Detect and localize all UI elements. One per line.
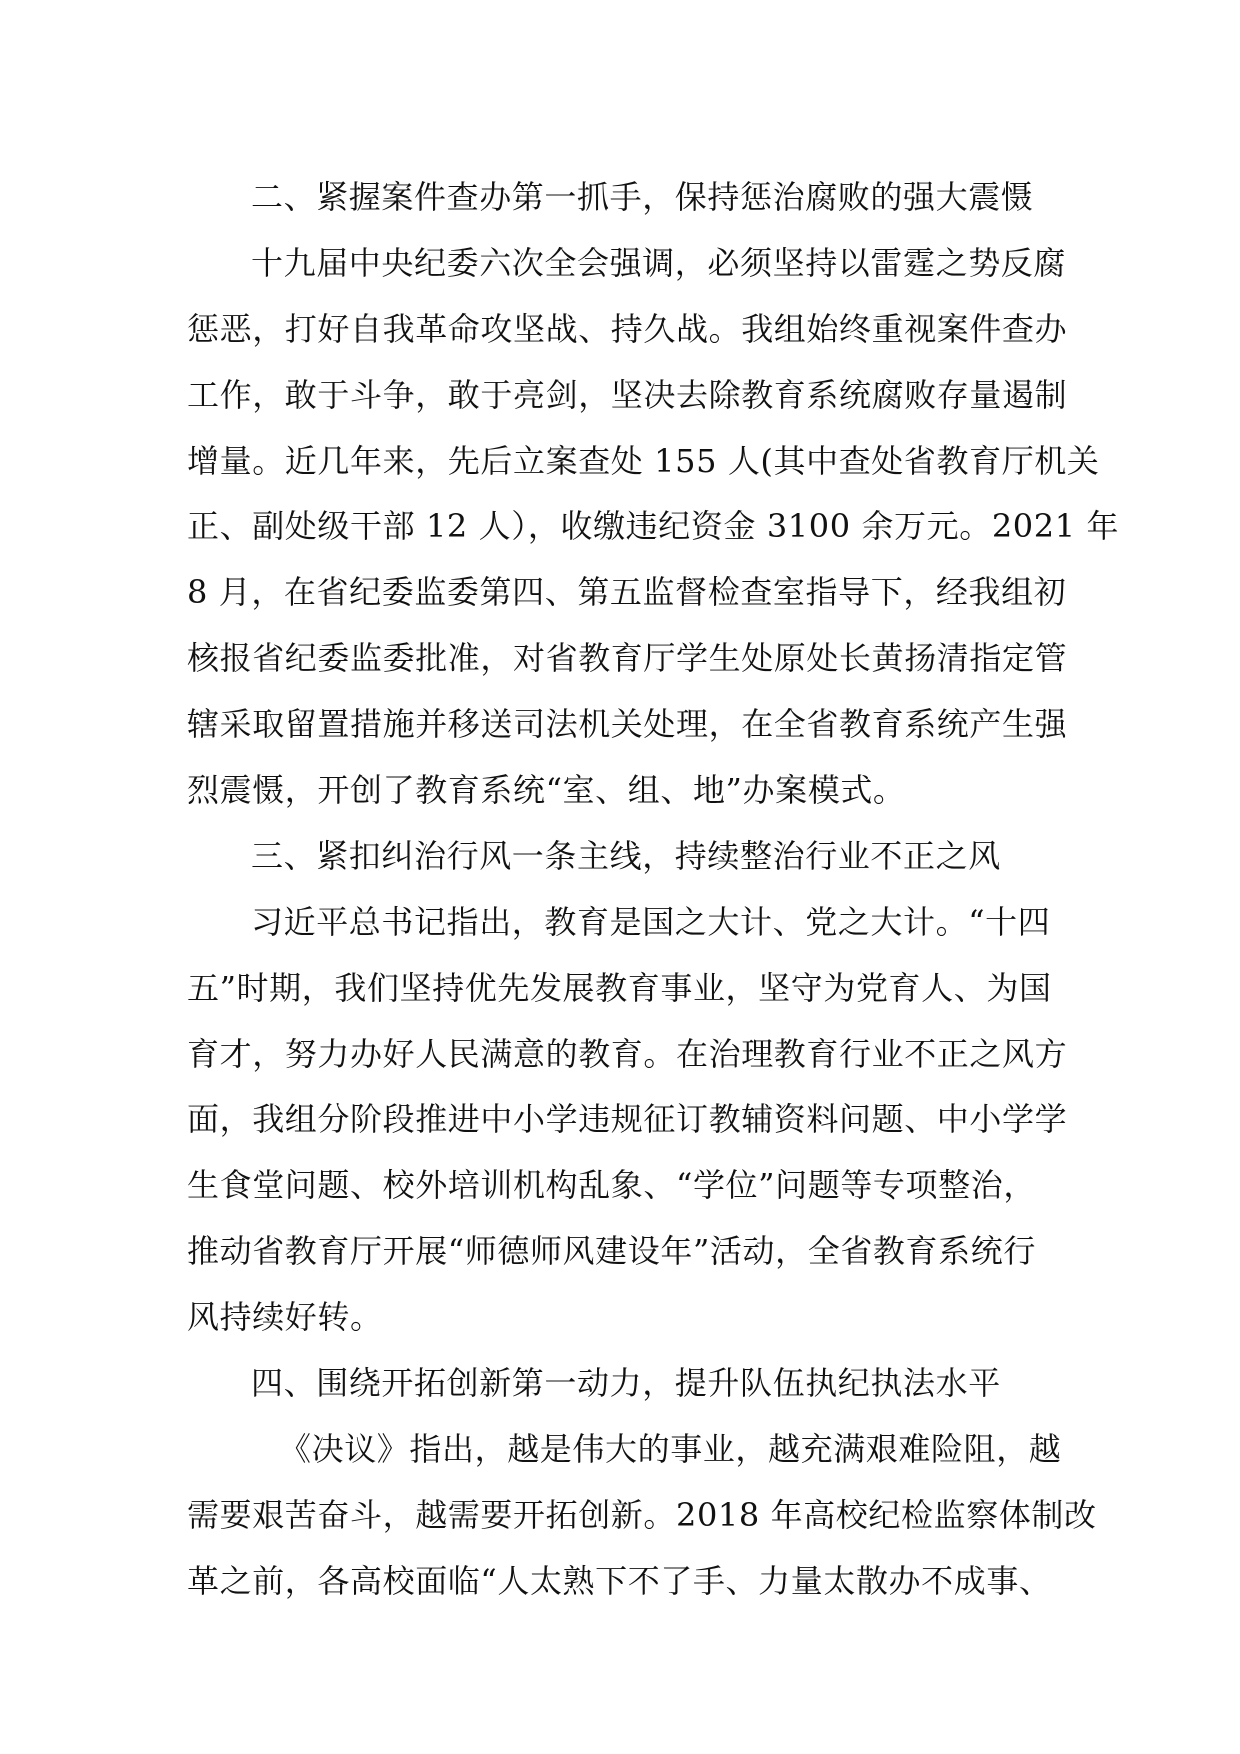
paragraph-line: 惩恶，打好自我革命攻坚战、持久战。我组始终重视案件查办: [187, 309, 1068, 348]
section-heading-2: 二、紧握案件查办第一抓手，保持惩治腐败的强大震慑: [251, 178, 1034, 216]
paragraph-line: 面，我组分阶段推进中小学违规征订教辅资料问题、中小学学: [187, 1100, 1068, 1139]
paragraph-line: 十九届中央纪委六次全会强调，必须坚持以雷霆之势反腐: [251, 243, 1067, 282]
paragraph-line: 育才，努力办好人民满意的教育。在治理教育行业不正之风方: [187, 1034, 1068, 1073]
paragraph-line: 增量。近几年来，先后立案查处 155 人(其中查处省教育厅机关: [187, 441, 1100, 480]
paragraph-line: 烈震慑，开创了教育系统“室、组、地”办案模式。: [187, 771, 906, 810]
paragraph-line: 核报省纪委监委批准，对省教育厅学生处原处长黄扬清指定管: [187, 639, 1068, 678]
paragraph-line: 推动省教育厅开展“师德师风建设年”活动，全省教育系统行: [187, 1232, 1036, 1271]
paragraph-line: 8 月，在省纪委监委第四、第五监督检查室指导下，经我组初: [187, 573, 1067, 612]
paragraph-line: 辖采取留置措施并移送司法机关处理，在全省教育系统产生强: [187, 705, 1068, 744]
paragraph-line: 五”时期，我们坚持优先发展教育事业，坚守为党育人、为国: [187, 968, 1052, 1007]
paragraph-line: 《决议》指出，越是伟大的事业，越充满艰难险阻，越: [279, 1429, 1062, 1468]
paragraph-line: 生食堂问题、校外培训机构乱象、“学位”问题等专项整治，: [187, 1166, 1036, 1205]
paragraph-line: 习近平总书记指出，教育是国之大计、党之大计。“十四: [251, 902, 1051, 941]
paragraph-line: 工作，敢于斗争，敢于亮剑，坚决去除教育系统腐败存量遏制: [187, 375, 1068, 414]
paragraph-line: 革之前，各高校面临“人太熟下不了手、力量太散办不成事、: [187, 1561, 1052, 1600]
paragraph-line: 需要艰苦奋斗，越需要开拓创新。2018 年高校纪检监察体制改: [187, 1495, 1097, 1534]
section-heading-4: 四、围绕开拓创新第一动力，提升队伍执纪执法水平: [251, 1364, 1001, 1403]
document-body: [187, 165, 1120, 1615]
paragraph-line: 正、副处级干部 12 人），收缴违纪资金 3100 余万元。2021 年: [187, 507, 1120, 546]
paragraph-line: 风持续好转。: [187, 1298, 383, 1337]
section-heading-3: 三、紧扣纠治行风一条主线，持续整治行业不正之风: [251, 836, 1001, 875]
